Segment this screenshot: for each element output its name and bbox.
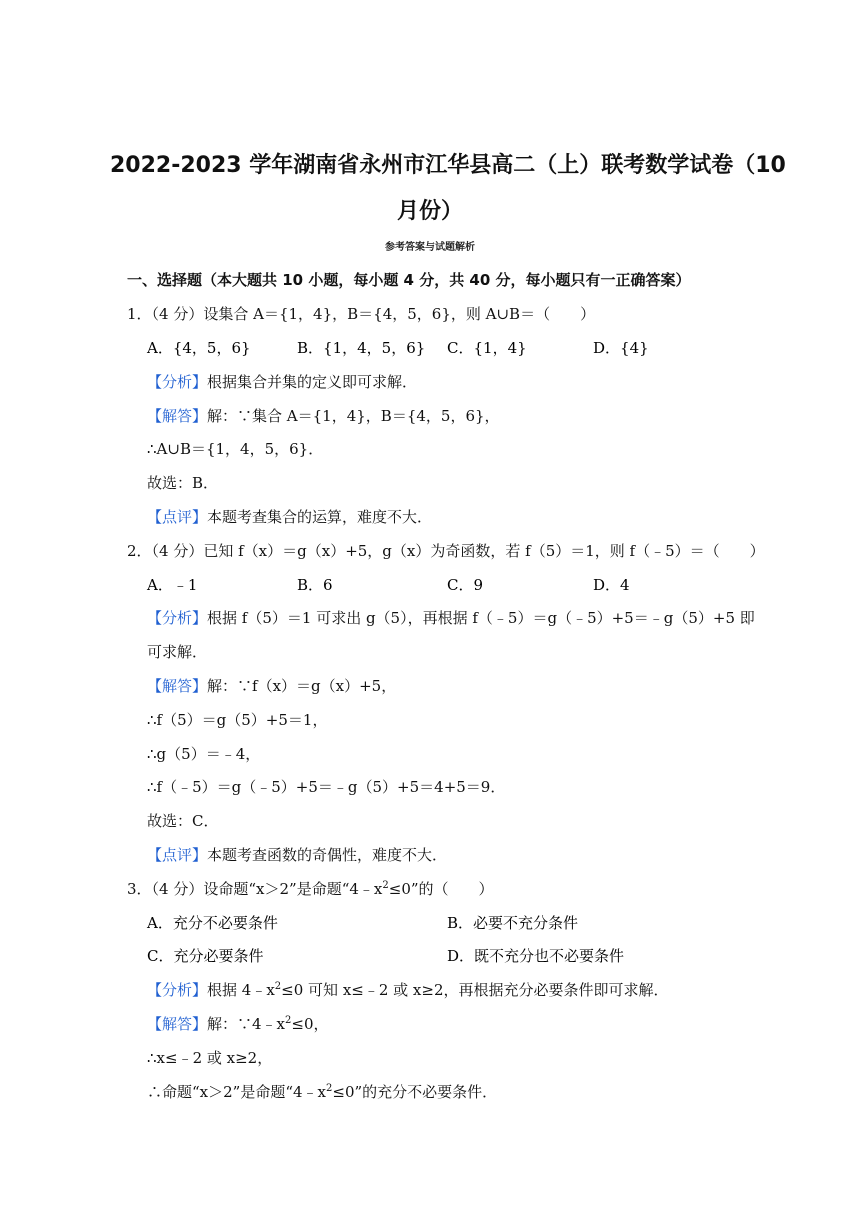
q1-solution-text: 解：∵集合 A＝{1，4}，B＝{4，5，6}，	[207, 407, 500, 425]
q2-comment-text: 本题考查函数的奇偶性，难度不大．	[207, 846, 448, 864]
q1-comment-text: 本题考查集合的运算，难度不大．	[207, 508, 433, 526]
solution-tag: 【解答】	[147, 407, 208, 425]
q3-solution-b: ≤0，	[291, 1015, 329, 1033]
q1-choice: 故选：B．	[147, 474, 219, 492]
comment-tag: 【点评】	[147, 846, 208, 864]
q3-analysis-b: ≤0 可知 x≤﹣2 或 x≥2，再根据充分必要条件即可求解．	[281, 981, 669, 999]
q1-option-b: B．{1，4，5，6}	[297, 339, 426, 357]
analysis-tag: 【分析】	[147, 981, 208, 999]
q3-analysis-a: 根据 4﹣x	[207, 981, 275, 999]
q1-solution-line-2: ∴A∪B＝{1，4，5，6}．	[147, 440, 324, 458]
q3-solution-3-exponent: 2	[326, 1083, 333, 1094]
q1-comment	[147, 507, 432, 527]
q2-analysis-line-2: 可求解．	[147, 643, 208, 661]
q2-option-d: D．4	[593, 576, 630, 594]
q3-stem	[127, 879, 494, 899]
q2-stem: 2．（4 分）已知 f（x）＝g（x）+5，g（x）为奇函数，若 f（5）＝1，则 f（﹣5）＝（ ）	[127, 542, 765, 560]
q3-solution	[147, 1014, 329, 1034]
q2-solution	[147, 676, 396, 696]
q2-analysis-text: 根据 f（5）＝1 可求出 g（5），再根据 f（﹣5）＝g（﹣5）+5＝﹣g（5）+5 即	[207, 609, 755, 627]
q2-option-c: C．9	[447, 576, 484, 594]
solution-tag: 【解答】	[147, 1015, 208, 1033]
q1-option-c: C．{1，4}	[447, 339, 527, 357]
q3-option-d: D．既不充分也不必要条件	[447, 947, 625, 965]
q3-solution-3a: ∴命题“x＞2”是命题“4﹣x	[147, 1083, 327, 1101]
q1-option-a: A．{4，5，6}	[147, 339, 251, 357]
q2-option-a: A．﹣1	[147, 576, 198, 594]
q3-analysis	[147, 980, 669, 1000]
q3-stem-b: ≤0”的（ ）	[388, 880, 494, 898]
q3-option-c: C．充分必要条件	[147, 947, 264, 965]
page-title-line-1: 2022-2023 学年湖南省永州市江华县高二（上）联考数学试卷（10	[110, 153, 786, 178]
page-subtitle: 参考答案与试题解析	[385, 242, 475, 253]
solution-tag: 【解答】	[147, 677, 208, 695]
q3-solution-exponent: 2	[285, 1015, 292, 1026]
q2-comment	[147, 845, 447, 865]
q3-solution-a: 解：∵4﹣x	[207, 1015, 286, 1033]
q3-stem-exponent: 2	[382, 880, 389, 891]
q3-option-a: A．充分不必要条件	[147, 914, 278, 932]
q3-stem-a: 3．（4 分）设命题“x＞2”是命题“4﹣x	[127, 880, 383, 898]
analysis-tag: 【分析】	[147, 609, 208, 627]
page-title-line-2: 月份）	[396, 199, 463, 224]
q3-solution-line-2: ∴x≤﹣2 或 x≥2，	[147, 1049, 273, 1067]
analysis-tag: 【分析】	[147, 373, 208, 391]
q3-option-b: B．必要不充分条件	[447, 914, 579, 932]
q1-stem: 1．（4 分）设集合 A＝{1，4}，B＝{4，5，6}，则 A∪B＝（ ）	[127, 305, 596, 323]
q2-analysis	[147, 608, 755, 628]
q1-option-d: D．{4}	[593, 339, 649, 357]
q3-solution-line-3	[147, 1082, 497, 1102]
q2-solution-line-4: ∴f（﹣5）＝g（﹣5）+5＝﹣g（5）+5＝4+5＝9．	[147, 778, 506, 796]
q2-choice: 故选：C．	[147, 812, 219, 830]
comment-tag: 【点评】	[147, 508, 208, 526]
q3-solution-3b: ≤0”的充分不必要条件．	[332, 1083, 498, 1101]
q2-option-b: B．6	[297, 576, 333, 594]
q1-analysis	[147, 372, 417, 392]
q2-solution-text: 解：∵f（x）＝g（x）+5，	[207, 677, 397, 695]
q2-solution-line-3: ∴g（5）＝﹣4，	[147, 745, 261, 763]
q1-solution	[147, 406, 500, 426]
q2-solution-line-2: ∴f（5）＝g（5）+5＝1，	[147, 711, 328, 729]
section-heading: 一、选择题（本大题共 10 小题，每小题 4 分，共 40 分，每小题只有一正确答案）	[127, 271, 691, 289]
q1-analysis-text: 根据集合并集的定义即可求解．	[207, 373, 418, 391]
q3-analysis-exponent: 2	[274, 981, 282, 992]
